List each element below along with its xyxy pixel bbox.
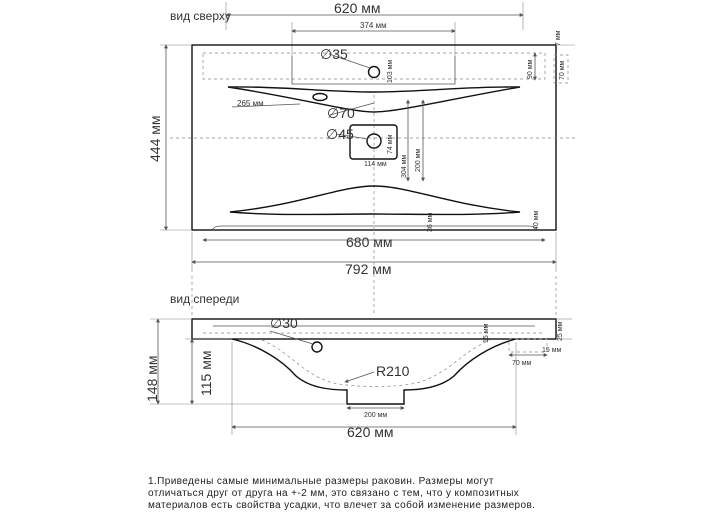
- dims-right-top: [527, 30, 575, 83]
- dim-444: [147, 45, 192, 230]
- dim-36-label: 36 мм: [427, 212, 434, 232]
- dims-304-200: [401, 100, 423, 181]
- tap-area: [292, 56, 455, 84]
- basin-curve-lower: [230, 186, 520, 215]
- dim-15-right-label: 15 мм: [542, 347, 562, 354]
- dim-200-label: 200 мм: [415, 148, 422, 172]
- dim-200-front-label: 200 мм: [364, 412, 388, 419]
- dim-148: [144, 319, 347, 404]
- dim-148-label: 148 мм: [144, 355, 160, 402]
- front-view-label: вид спереди: [170, 292, 240, 306]
- dim-374-label: 374 мм: [360, 21, 387, 30]
- dim-70-label: 70 мм: [559, 60, 566, 80]
- overflow-hole-front: [312, 342, 322, 352]
- dim-25-label: 25 мм: [557, 321, 564, 341]
- dim-115: [185, 339, 232, 404]
- dim-680-label: 680 мм: [346, 234, 393, 250]
- footnote: [148, 476, 688, 512]
- dim-15-left-label: 15 мм: [483, 323, 490, 343]
- top-view-label: вид сверху: [170, 9, 231, 23]
- dim-200-front: [347, 408, 404, 419]
- dim-620-front-label: 620 мм: [347, 424, 394, 440]
- dim-90-label: 90 мм: [527, 59, 534, 79]
- dia-70-label: ∅70: [327, 105, 355, 121]
- footnote-line-1: 1.Приведены самые минимальные размеры раковин. Размеры могут: [148, 476, 494, 487]
- radius-label: R210: [376, 363, 410, 379]
- dim-620-label: 620 мм: [334, 0, 381, 16]
- dim-444-label: 444 мм: [147, 115, 163, 162]
- dim-115-label: 115 мм: [198, 350, 214, 396]
- sink-slab-front: [192, 319, 556, 339]
- dim-103-label: 103 мм: [387, 59, 394, 83]
- dim-40-label: 40 мм: [533, 210, 540, 230]
- dia-30-label: ∅30: [270, 315, 298, 331]
- dim-304-label: 304 мм: [401, 154, 408, 178]
- dia-35-label: ∅35: [320, 46, 348, 62]
- footnote-line-3: материалов есть свойства усадки, что влечет за собой изменение размеров.: [148, 500, 536, 511]
- dim-680: [203, 234, 545, 250]
- overflow-hole: [313, 94, 327, 101]
- dim-792-label: 792 мм: [345, 261, 392, 277]
- dia-45-label: ∅45: [326, 126, 354, 142]
- dim-70-front-label: 70 мм: [512, 360, 532, 367]
- dim-74-label: 74 мм: [387, 134, 394, 154]
- dim-114-label: 114 мм: [364, 161, 387, 168]
- dim-620-front: [232, 342, 516, 440]
- dim-7-label: 7 мм: [555, 30, 562, 46]
- tap-hole: [369, 67, 380, 78]
- footnote-line-2: отличаться друг от друга на +-2 мм, это связано с тем, что у композитных: [148, 488, 520, 499]
- dim-265-label: 265 мм: [237, 99, 264, 108]
- dim-374: [292, 21, 455, 56]
